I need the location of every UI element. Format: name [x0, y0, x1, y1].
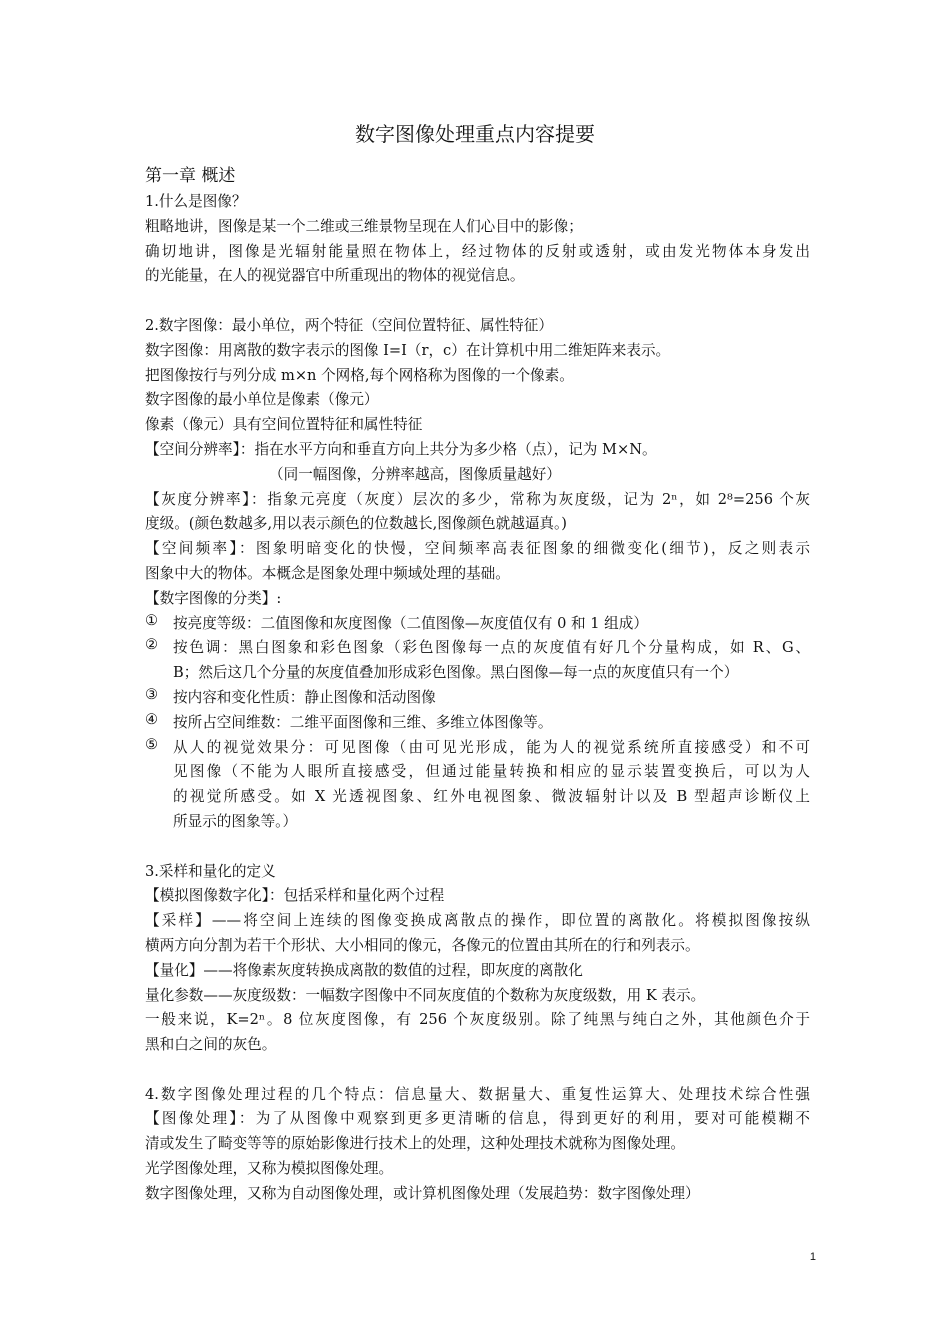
list-item: [145, 711, 810, 736]
paragraph-line: 图象中大的物体。本概念是图象处理中频域处理的基础。: [145, 564, 510, 582]
paragraph-line: 一般来说，K=2ⁿ。8 位灰度图像，有 256 个灰度级别。除了纯黑与纯白之外，其他颜色介于: [145, 1011, 810, 1029]
paragraph-line: 数字图像的最小单位是像素（像元）: [145, 391, 379, 409]
page-number: 1: [809, 1251, 816, 1263]
list-marker: ④: [145, 710, 159, 728]
definition-sampling: 【采样】——将空间上连续的图像变换成离散点的操作，即位置的离散化。将模拟图像按纵: [145, 912, 810, 930]
paragraph-line: 粗略地讲，图像是某一个二维或三维景物呈现在人们心目中的影像；: [145, 217, 583, 235]
paragraph-line: 度级。(颜色数越多,用以表示颜色的位数越长,图像颜色就越逼真。): [145, 515, 567, 533]
list-item-line: 所显示的图象等。）: [173, 812, 298, 830]
paragraph-line: 量化参数——灰度级数：一幅数字图像中不同灰度值的个数称为灰度级数，用 K 表示。: [145, 986, 706, 1004]
list-item-line: 的视觉所感受。如 X 光透视图象、红外电视图象、微波辐射计以及 B 型超声诊断仪上: [173, 788, 810, 806]
section-heading: 4.数字图像处理过程的几个特点：信息量大、数据量大、重复性运算大、处理技术综合性强: [145, 1085, 810, 1103]
list-item-line: B；然后这几个分量的灰度值叠加形成彩色图像。黑白图像—每一点的灰度值只有一个）: [173, 664, 739, 682]
paragraph-line: 清或发生了畸变等等的原始影像进行技术上的处理，这种处理技术就称为图像处理。: [145, 1135, 685, 1153]
definition-gray-resolution: 【灰度分辨率】：指象元亮度（灰度）层次的多少，常称为灰度级，记为 2ⁿ，如 2⁸=256 个灰: [145, 490, 810, 508]
spacer: [145, 835, 810, 860]
section-heading: 2.数字图像：最小单位，两个特征（空间位置特征、属性特征）: [145, 316, 553, 334]
list-item-line: 按亮度等级：二值图像和灰度图像（二值图像—灰度值仅有 0 和 1 组成）: [173, 614, 648, 632]
list-marker: ①: [145, 611, 159, 629]
list-item: [145, 686, 810, 711]
list-item-line: 按色调：黑白图象和彩色图象（彩色图像每一点的灰度值有好几个分量构成，如 R、G、: [173, 639, 810, 657]
list-item: [145, 736, 810, 835]
list-item-line: 按所占空间维数：二维平面图像和三维、多维立体图像等。: [173, 713, 553, 731]
list-item-line: 按内容和变化性质：静止图像和活动图像: [173, 688, 436, 706]
document-title: 数字图像处理重点内容提要: [355, 122, 595, 146]
document-body: [145, 190, 810, 1207]
paragraph-line: 光学图像处理，又称为模拟图像处理。: [145, 1160, 394, 1178]
chapter-heading: 第一章 概述: [145, 166, 236, 186]
paragraph-line: 数字图像：用离散的数字表示的图像 I=I（r，c）在计算机中用二维矩阵来表示。: [145, 341, 671, 359]
paragraph-line: （同一幅图像，分辨率越高，图像质量越好）: [269, 465, 561, 483]
definition-spatial-resolution: 【空间分辨率】：指在水平方向和垂直方向上共分为多少格（点），记为 M×N。: [145, 440, 657, 458]
list-marker: ⑤: [145, 735, 159, 753]
classification-heading: 【数字图像的分类】:: [145, 589, 282, 607]
paragraph-line: 黑和白之间的灰色。: [145, 1036, 277, 1054]
definition-quantization: 【量化】——将像素灰度转换成离散的数值的过程，即灰度的离散化: [145, 961, 583, 979]
paragraph-line: 数字图像处理，又称为自动图像处理，或计算机图像处理（发展趋势：数字图像处理）: [145, 1184, 700, 1202]
paragraph-line: 像素（像元）具有空间位置特征和属性特征: [145, 416, 423, 434]
list-marker: ②: [145, 636, 159, 654]
paragraph-line: 确切地讲，图像是光辐射能量照在物体上，经过物体的反射或透射，或由发光物体本身发出: [145, 242, 810, 260]
spacer: [145, 289, 810, 314]
paragraph-line: 的光能量，在人的视觉器官中所重现出的物体的视觉信息。: [145, 267, 525, 285]
section-heading: 1.什么是图像？: [145, 193, 247, 210]
section-heading: 3.采样和量化的定义: [145, 862, 276, 880]
spacer: [145, 1058, 810, 1083]
paragraph-line: 把图像按行与列分成 m×n 个网格,每个网格称为图像的一个像素。: [145, 366, 574, 384]
definition-spatial-frequency: 【空间频率】：图象明暗变化的快慢，空间频率高表征图象的细微变化(细节)，反之则表示: [145, 540, 810, 558]
list-item-line: 从人的视觉效果分：可见图像（由可见光形成，能为人的视觉系统所直接感受）和不可: [173, 738, 810, 756]
paragraph-line: 【模拟图像数字化】：包括采样和量化两个过程: [145, 887, 445, 905]
definition-image-processing: 【图像处理】：为了从图像中观察到更多更清晰的信息，得到更好的利用，要对可能模糊不: [145, 1110, 810, 1128]
list-item: [145, 612, 810, 637]
list-item: [145, 636, 810, 686]
list-item-line: 见图像（不能为人眼所直接感受，但通过能量转换和相应的显示装置变换后，可以为人: [173, 763, 810, 781]
paragraph-line: 横两方向分割为若干个形状、大小相同的像元，各像元的位置由其所在的行和列表示。: [145, 936, 700, 954]
list-marker: ③: [145, 685, 159, 703]
